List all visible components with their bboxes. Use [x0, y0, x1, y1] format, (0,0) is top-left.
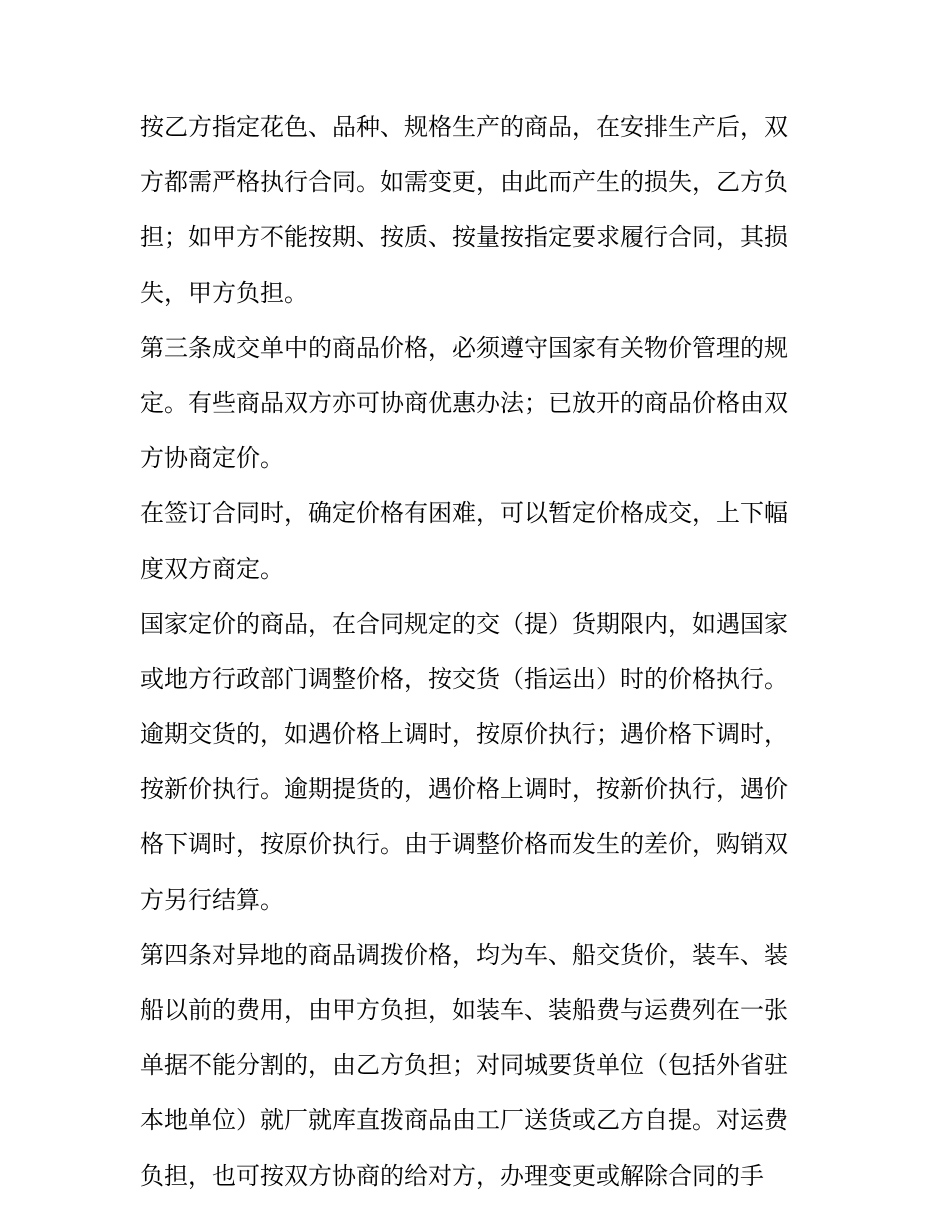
text-line-4: 失，甲方负担。	[140, 278, 308, 307]
text-line-2: 方都需严格执行合同。如需变更，由此而产生的损失，乙方负	[140, 168, 788, 197]
text-line-18: 单据不能分割的，由乙方负担；对同城要货单位（包括外省驻	[140, 1051, 788, 1080]
text-line-16: 第四条对异地的商品调拨价格，均为车、船交货价，装车、装	[140, 940, 788, 969]
text-line-8: 在签订合同时，确定价格有困难，可以暂定价格成交，上下幅	[140, 499, 788, 528]
text-line-20: 负担，也可按双方协商的给对方，办理变更或解除合同的手	[140, 1161, 764, 1190]
text-line-6: 定。有些商品双方亦可协商优惠办法；已放开的商品价格由双	[140, 388, 788, 417]
text-line-13: 按新价执行。逾期提货的，遇价格上调时，按新价执行，遇价	[140, 775, 788, 804]
text-line-12: 逾期交货的，如遇价格上调时，按原价执行；遇价格下调时，	[140, 720, 788, 749]
text-line-11: 或地方行政部门调整价格，按交货（指运出）时的价格执行。	[140, 664, 788, 693]
text-line-3: 担；如甲方不能按期、按质、按量按指定要求履行合同，其损	[140, 223, 788, 252]
text-line-7: 方协商定价。	[140, 444, 284, 473]
text-line-5: 第三条成交单中的商品价格，必须遵守国家有关物价管理的规	[140, 333, 788, 362]
text-line-9: 度双方商定。	[140, 554, 284, 583]
text-line-1: 按乙方指定花色、品种、规格生产的商品，在安排生产后，双	[140, 113, 788, 141]
text-line-10: 国家定价的商品，在合同规定的交（提）货期限内，如遇国家	[140, 609, 788, 638]
document-body	[140, 100, 830, 1204]
text-line-14: 格下调时，按原价执行。由于调整价格而发生的差价，购销双	[140, 830, 788, 859]
text-line-19: 本地单位）就厂就库直拨商品由工厂送货或乙方自提。对运费	[140, 1106, 788, 1135]
text-line-17: 船以前的费用，由甲方负担，如装车、装船费与运费列在一张	[140, 996, 788, 1024]
text-line-15: 方另行结算。	[140, 885, 284, 914]
